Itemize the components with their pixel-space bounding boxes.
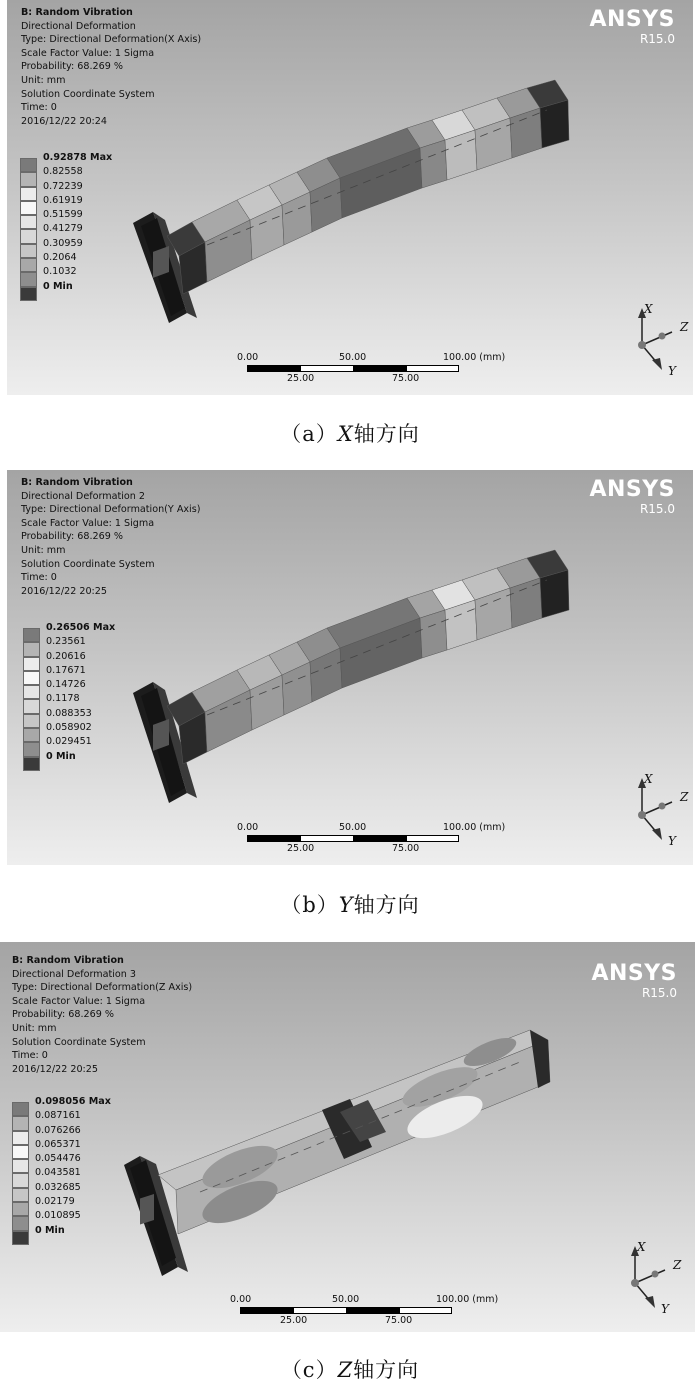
- time: Time: 0: [12, 1050, 48, 1062]
- result-panel-x[interactable]: B: Random Vibration Directional Deformation Type: Directional Deformation(X Axis) Scale Factor Value: 1 Sigma Probability: 68.269 % Unit: mm Solution Coordinate System Time: 0 2016/12/22 20:24 ANSYS R15.0 0.92878 Max 0.82558 0.72239 0.61919 0.51599 0.41279 0.30959 0.2064 0.1032 0 Min 0.00 50.00 100.00 (mm) 25.00 75.00 X Z Y: [7, 0, 693, 395]
- scale-factor: Scale Factor Value: 1 Sigma: [21, 47, 155, 59]
- caption-a: （a）X轴方向: [280, 422, 420, 446]
- coord-system: Solution Coordinate System: [21, 558, 155, 570]
- unit: Unit: mm: [21, 544, 66, 556]
- caption-c: （c）Z轴方向: [280, 1358, 420, 1382]
- result-type: Type: Directional Deformation(X Axis): [21, 34, 202, 46]
- triad-icon: [622, 300, 692, 380]
- result-type: Type: Directional Deformation(Z Axis): [12, 982, 193, 994]
- waveguide-model-y[interactable]: [7, 470, 693, 865]
- probability: Probability: 68.269 %: [21, 531, 124, 543]
- triad-icon: [622, 770, 692, 850]
- brand-name: ANSYS: [589, 477, 675, 502]
- brand-name: ANSYS: [591, 961, 677, 986]
- result-type: Type: Directional Deformation(Y Axis): [21, 504, 201, 516]
- probability: Probability: 68.269 %: [21, 61, 124, 73]
- scale-bar: 0.00 50.00 100.00 (mm) 25.00 75.00: [237, 822, 506, 854]
- triad-icon: [615, 1238, 685, 1318]
- scale-factor: Scale Factor Value: 1 Sigma: [12, 995, 146, 1007]
- result-name: Directional Deformation: [21, 20, 136, 32]
- timestamp: 2016/12/22 20:25: [12, 1063, 98, 1075]
- coord-system: Solution Coordinate System: [21, 88, 155, 100]
- unit: Unit: mm: [21, 74, 66, 86]
- axis-triad[interactable]: X Z Y: [622, 300, 692, 380]
- axis-triad[interactable]: X Z Y: [615, 1238, 685, 1318]
- timestamp: 2016/12/22 20:24: [21, 115, 107, 127]
- waveguide-model-x[interactable]: [7, 0, 693, 395]
- unit: Unit: mm: [12, 1022, 57, 1034]
- result-panel-z[interactable]: B: Random Vibration Directional Deformation 3 Type: Directional Deformation(Z Axis) Scale Factor Value: 1 Sigma Probability: 68.269 % Unit: mm Solution Coordinate System Time: 0 2016/12/22 20:25 ANSYS R15.0 0.098056 Max 0.087161 0.076266 0.065371 0.054476 0.043581 0.032685 0.02179 0.010895 0 Min 0.00 50.00 100.00 (mm) 25.00 75.00 X Z Y: [0, 942, 695, 1332]
- time: Time: 0: [21, 572, 57, 584]
- waveguide-model-z[interactable]: [0, 942, 695, 1332]
- result-name: Directional Deformation 2: [21, 490, 146, 502]
- brand-name: ANSYS: [589, 7, 675, 32]
- scale-bar: 0.00 50.00 100.00 (mm) 25.00 75.00: [230, 1294, 499, 1326]
- axis-triad[interactable]: X Z Y: [622, 770, 692, 850]
- analysis-title: B: Random Vibration: [21, 7, 133, 18]
- result-name: Directional Deformation 3: [12, 968, 137, 980]
- scale-bar: 0.00 50.00 100.00 (mm) 25.00 75.00: [237, 352, 506, 384]
- coord-system: Solution Coordinate System: [12, 1036, 146, 1048]
- caption-b: （b）Y轴方向: [280, 893, 420, 917]
- result-panel-y[interactable]: B: Random Vibration Directional Deformation 2 Type: Directional Deformation(Y Axis) Scale Factor Value: 1 Sigma Probability: 68.269 % Unit: mm Solution Coordinate System Time: 0 2016/12/22 20:25 ANSYS R15.0 0.26506 Max 0.23561 0.20616 0.17671 0.14726 0.1178 0.088353 0.058902 0.029451 0 Min 0.00 50.00 100.00 (mm) 25.00 75.00 X Z Y: [7, 470, 693, 865]
- brand-version: R15.0: [639, 502, 675, 516]
- scale-factor: Scale Factor Value: 1 Sigma: [21, 517, 155, 529]
- brand-version: R15.0: [641, 986, 677, 1000]
- timestamp: 2016/12/22 20:25: [21, 585, 107, 597]
- probability: Probability: 68.269 %: [12, 1009, 115, 1021]
- time: Time: 0: [21, 102, 57, 114]
- brand-version: R15.0: [639, 32, 675, 46]
- analysis-title: B: Random Vibration: [12, 955, 124, 966]
- analysis-title: B: Random Vibration: [21, 477, 133, 488]
